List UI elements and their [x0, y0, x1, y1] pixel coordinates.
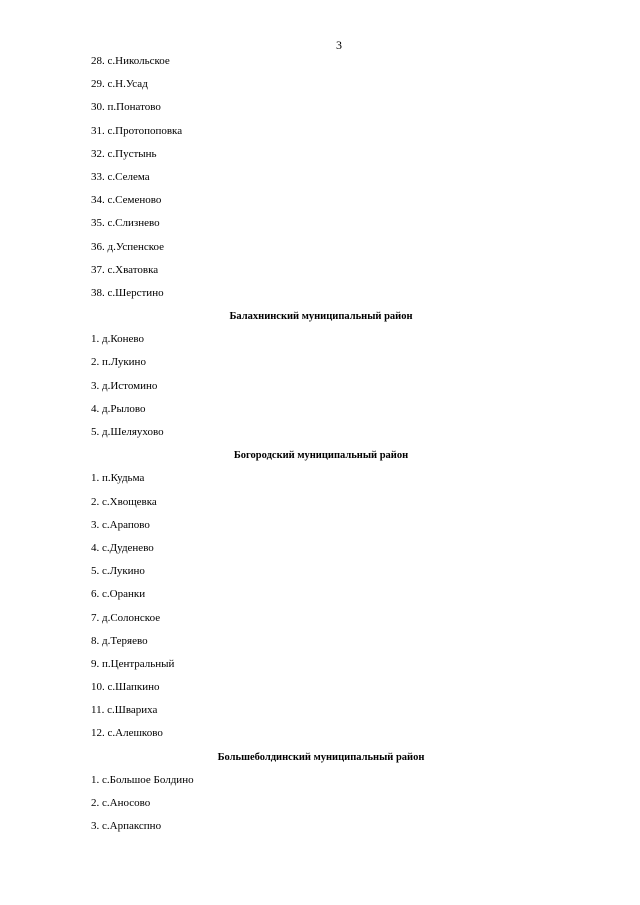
settlement-list-item: 2. с.Хвощевка: [91, 495, 157, 508]
settlement-list-item: 33. с.Селема: [91, 170, 150, 183]
settlement-list-item: 2. с.Аносово: [91, 797, 151, 809]
settlement-list-item: 38. с.Шерстино: [91, 286, 164, 299]
district-heading: Балахнинский муниципальный район: [229, 311, 413, 323]
settlement-list-item: 5. с.Лукино: [91, 565, 145, 578]
settlement-list-item: 3. с.Арпакспно: [91, 820, 162, 833]
settlement-list-item: 34. с.Семеново: [91, 194, 162, 207]
page-number: 3: [336, 38, 342, 52]
settlement-list-item: 9. п.Центральный: [91, 657, 175, 670]
settlement-list-item: 3. д.Истомино: [91, 379, 158, 392]
settlement-list-item: 5. д.Шеляухово: [91, 426, 164, 438]
settlement-list-item: 1. с.Большое Болдино: [91, 773, 194, 786]
settlement-list-item: 3. с.Арапово: [91, 518, 150, 531]
settlement-list-item: 7. д.Солонское: [91, 611, 161, 624]
settlement-list-item: 31. с.Протопоповка: [91, 124, 183, 137]
settlement-list-item: 4. д.Рылово: [91, 402, 146, 415]
settlement-list-item: 30. п.Понатово: [91, 101, 161, 114]
district-heading: Большеболдинский муниципальный район: [217, 751, 425, 763]
settlement-list-item: 36. д.Успенское: [91, 240, 165, 253]
settlement-list-item: 28. с.Никольское: [91, 55, 170, 67]
settlement-list-item: 1. п.Кудьма: [91, 472, 145, 485]
document-body: [91, 50, 551, 838]
settlement-list-item: 11. с.Швариха: [91, 704, 158, 717]
settlement-list-item: 6. с.Оранки: [91, 588, 146, 601]
settlement-list-item: 29. с.Н.Усад: [91, 78, 148, 91]
settlement-list-item: 12. с.Алешково: [91, 727, 163, 740]
settlement-list-item: 32. с.Пустынь: [91, 147, 157, 160]
settlement-list-item: 10. с.Шапкино: [91, 681, 160, 694]
settlement-list-item: 37. с.Хватовка: [91, 263, 159, 276]
settlement-list-item: 2. п.Лукино: [91, 356, 146, 369]
settlement-list-item: 4. с.Дуденево: [91, 541, 154, 554]
district-heading: Богородский муниципальный район: [233, 450, 409, 462]
settlement-list-item: 35. с.Слизнево: [91, 217, 160, 230]
settlement-list-item: 1. д.Конево: [91, 333, 145, 346]
settlement-list-item: 8. д.Теряево: [91, 634, 148, 647]
